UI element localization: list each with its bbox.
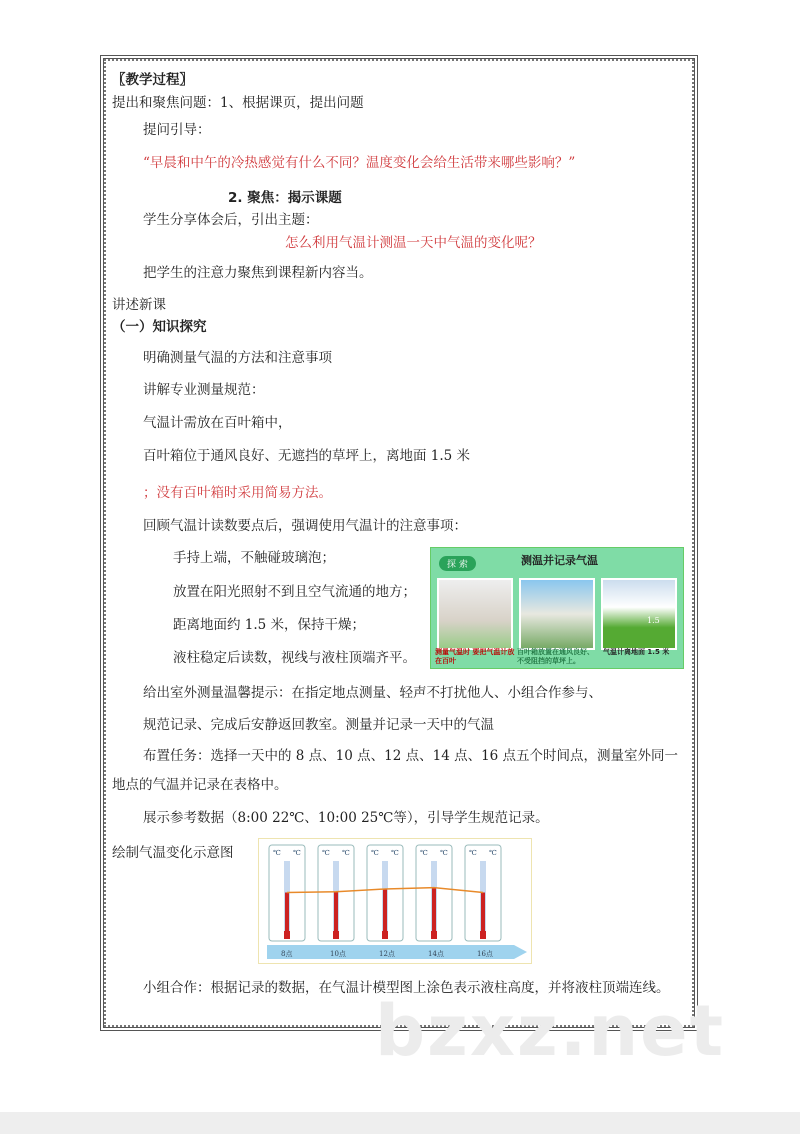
unit-label: ℃ — [371, 849, 379, 857]
section-heading: 〖教学过程〗 — [112, 72, 193, 88]
bulb — [284, 931, 290, 939]
time-label: 10点 — [330, 950, 346, 958]
time-label: 12点 — [379, 950, 395, 958]
text-line: 回顾气温计读数要点后，强调使用气温计的注意事项： — [143, 518, 467, 534]
liquid-column — [481, 893, 485, 932]
text-line: 明确测量气温的方法和注意事项 — [143, 350, 332, 366]
liquid-column — [334, 892, 338, 931]
photo-shelter — [519, 578, 595, 650]
text-line: 把学生的注意力聚焦到课程新内容当。 — [143, 265, 373, 281]
unit-label: ℃ — [440, 849, 448, 857]
unit-label: ℃ — [489, 849, 497, 857]
subheading: 2. 聚焦：揭示课题 — [228, 190, 342, 206]
bulb — [480, 931, 486, 939]
caption: 百叶箱放置在通风良好、不受阻挡的草坪上。 — [517, 648, 594, 665]
text-line: 提问引导： — [143, 122, 211, 138]
text-line: 液柱稳定后读数，视线与液柱顶端齐平。 — [173, 650, 416, 666]
text-line: 讲述新课 — [112, 297, 166, 313]
photo-shelter-field: 1.5 — [601, 578, 677, 650]
unit-label: ℃ — [420, 849, 428, 857]
text-line: 百叶箱位于通风良好、无遮挡的草坪上，离地面 1.5 米 — [143, 448, 471, 464]
text-line: 绘制气温变化示意图 — [112, 845, 234, 861]
time-label: 16点 — [477, 950, 493, 958]
caption: 气温计离地面 1.5 米 — [603, 648, 670, 656]
text-line: 规范记录、完成后安静返回教室。测量并记录一天中的气温 — [143, 717, 494, 733]
quote-line: “早晨和中午的冷热感觉有什么不同？温度变化会给生活带来哪些影响？” — [143, 155, 576, 171]
explore-tag: 探 索 — [439, 556, 476, 571]
text-line: 展示参考数据（8:00 22℃、10:00 25℃等），引导学生规范记录。 — [143, 810, 549, 826]
liquid-column — [383, 889, 387, 931]
caption: 测量气温时 要把气温计放在百叶 — [435, 648, 515, 665]
liquid-column — [432, 888, 436, 931]
text-line: 布置任务：选择一天中的 8 点、10 点、12 点、14 点、16 点五个时间点，测量室外同一 — [143, 748, 679, 764]
picture-title: 测温并记录气温 — [521, 554, 598, 567]
unit-label: ℃ — [391, 849, 399, 857]
unit-label: ℃ — [469, 849, 477, 857]
subheading: （一）知识探究 — [112, 319, 207, 335]
text-line: 学生分享体会后，引出主题： — [143, 212, 319, 228]
explore-picture — [430, 547, 684, 669]
text-line: 给出室外测量温馨提示：在指定地点测量、轻声不打扰他人、小组合作参与、 — [143, 685, 602, 701]
text-line: 气温计需放在百叶箱中， — [143, 415, 292, 431]
thermometer-diagram — [258, 838, 532, 964]
text-line: 小组合作：根据记录的数据，在气温计模型图上涂色表示液柱高度，并将液柱顶端连线。 — [143, 980, 670, 996]
text-line: 放置在阳光照射不到且空气流通的地方； — [173, 584, 416, 600]
time-label: 14点 — [428, 950, 444, 958]
time-label: 8点 — [281, 950, 293, 958]
liquid-column — [285, 893, 289, 932]
topic-line: 怎么利用气温计测温一天中气温的变化呢？ — [285, 235, 542, 251]
unit-label: ℃ — [322, 849, 330, 857]
text-line: 距离地面约 1.5 米，保持干燥； — [173, 617, 366, 633]
unit-label: ℃ — [273, 849, 281, 857]
photo-person — [437, 578, 513, 650]
unit-label: ℃ — [342, 849, 350, 857]
unit-label: ℃ — [293, 849, 301, 857]
bulb — [431, 931, 437, 939]
bottom-bar — [0, 1112, 800, 1134]
bulb — [333, 931, 339, 939]
bulb — [382, 931, 388, 939]
text-line: 讲解专业测量规范： — [143, 382, 265, 398]
watermark: bzxz.net — [375, 990, 726, 1072]
text-line: ；没有百叶箱时采用简易方法。 — [143, 485, 332, 501]
text-line: 手持上端，不触碰玻璃泡； — [173, 550, 335, 566]
text-line: 地点的气温并记录在表格中。 — [112, 777, 288, 793]
text-line: 提出和聚焦问题：1、根据课页，提出问题 — [112, 95, 364, 111]
